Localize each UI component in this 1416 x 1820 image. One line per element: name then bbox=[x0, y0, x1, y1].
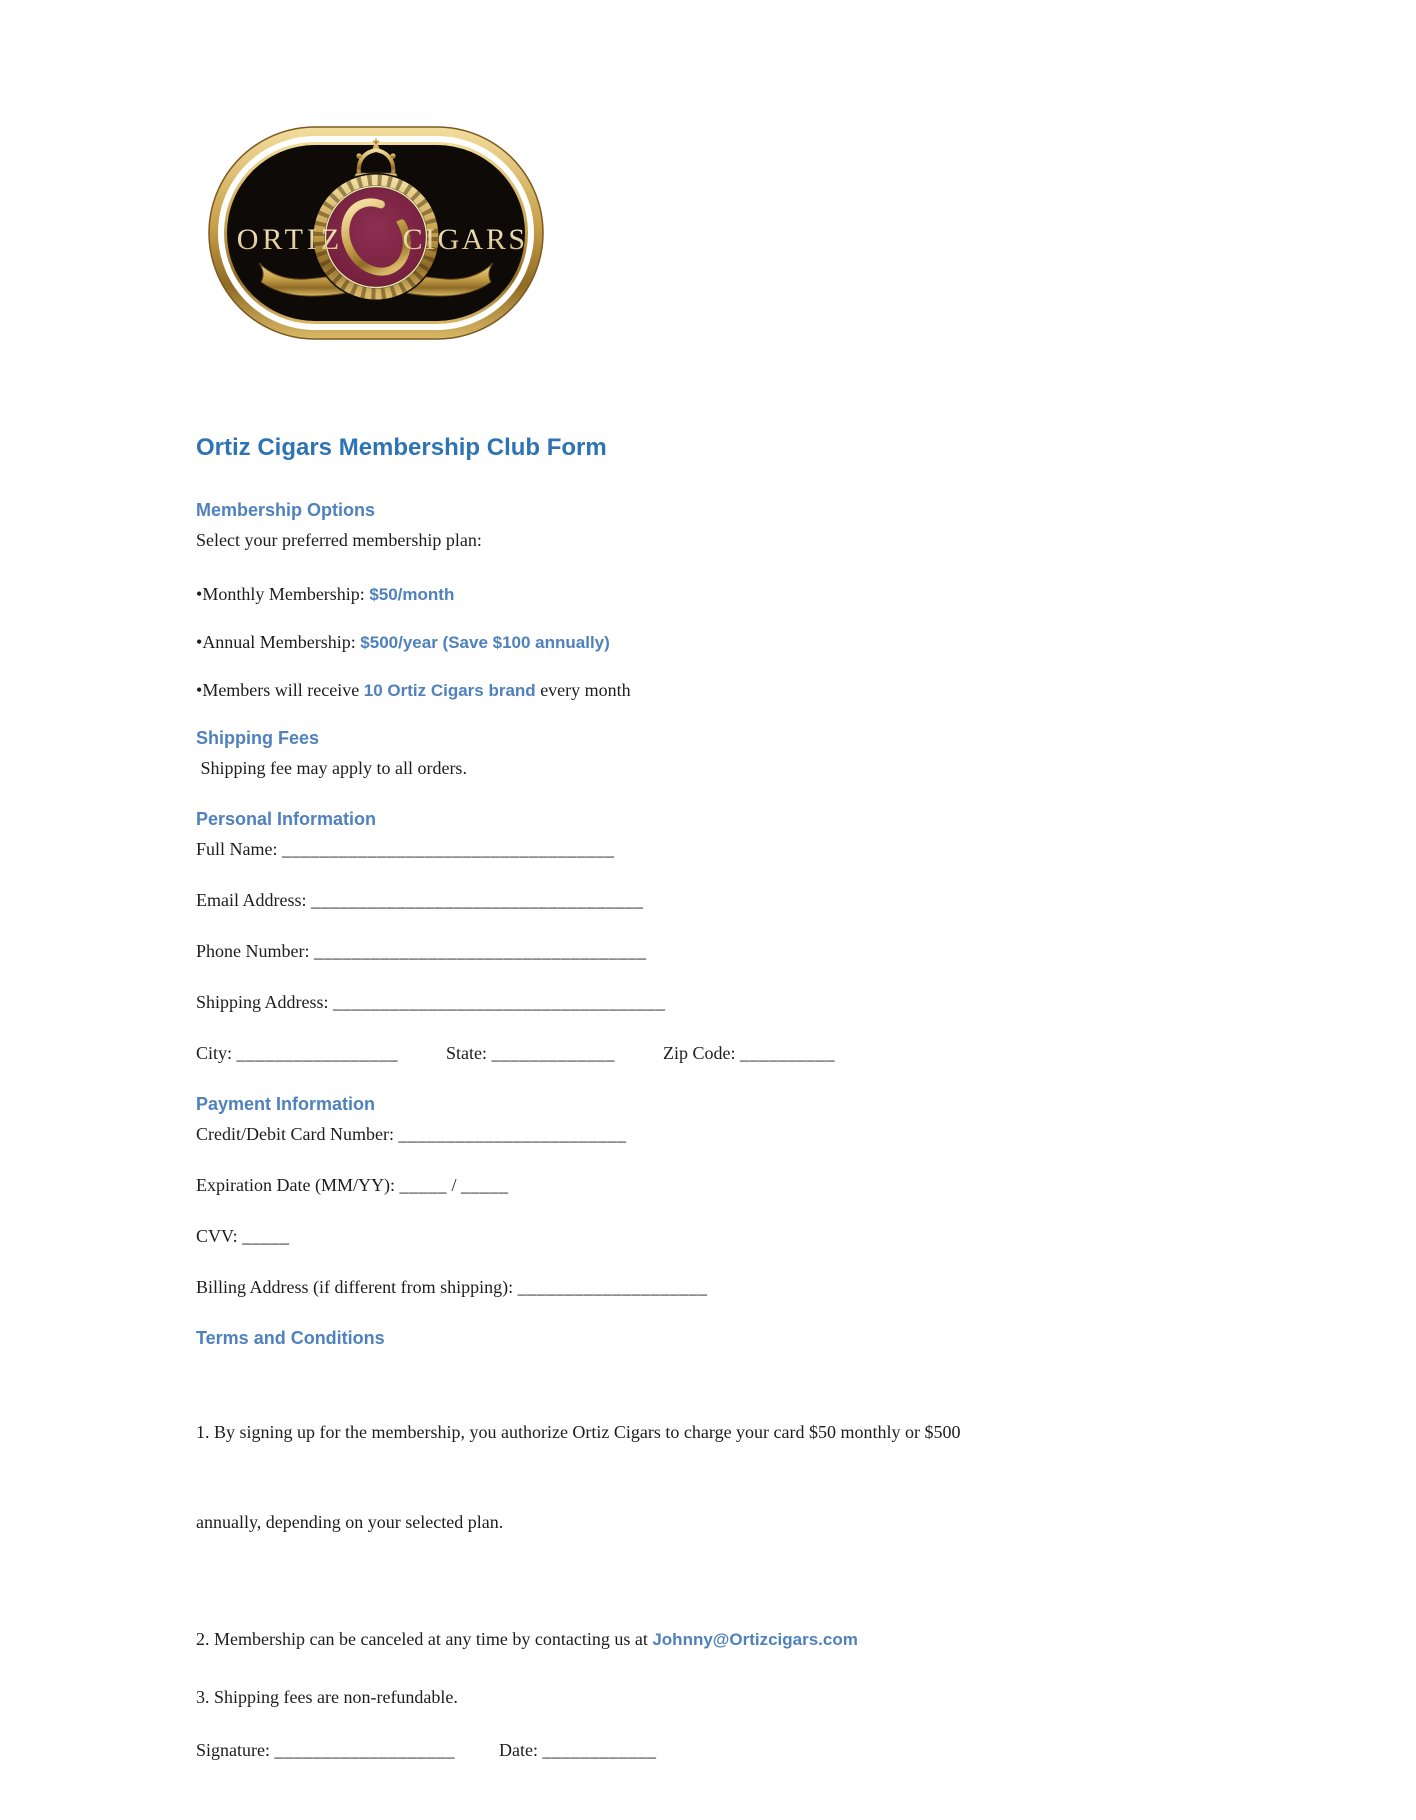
field-label: Expiration Date (MM/YY): bbox=[196, 1175, 400, 1195]
billing-address-blank: ____________________ bbox=[517, 1277, 708, 1297]
section-heading-shipping-fees: Shipping Fees bbox=[196, 728, 320, 748]
field-label: Billing Address (if different from shipping): bbox=[196, 1277, 518, 1297]
field-label: Full Name: bbox=[196, 839, 282, 859]
field-label: Credit/Debit Card Number: bbox=[196, 1124, 399, 1144]
terms-item-1 bbox=[196, 1357, 1246, 1597]
bullet-item-members-benefit bbox=[196, 679, 1246, 702]
field-label: CVV: bbox=[196, 1226, 243, 1246]
city-blank: _________________ bbox=[236, 1043, 399, 1063]
expiration-separator: / bbox=[446, 1175, 461, 1195]
field-label: Phone Number: bbox=[196, 941, 314, 961]
section-heading-personal-information: Personal Information bbox=[196, 809, 377, 829]
document-page bbox=[0, 125, 1416, 1820]
bullet-text: Monthly Membership: bbox=[202, 584, 370, 604]
zip-code-blank: __________ bbox=[740, 1043, 836, 1063]
date-label: Date: bbox=[499, 1740, 543, 1760]
bullet-text: Members will receive bbox=[202, 680, 364, 700]
field-zip-code bbox=[663, 1043, 835, 1063]
field-city bbox=[196, 1043, 398, 1063]
field-expiration-date bbox=[196, 1174, 1246, 1197]
email-address-blank: ___________________________________ bbox=[311, 890, 644, 910]
cigars-brand-accent: 10 Ortiz Cigars brand bbox=[363, 681, 536, 700]
field-label: State: bbox=[446, 1043, 492, 1063]
bullet-text: Annual Membership: bbox=[202, 632, 361, 652]
bullet-text-suffix: every month bbox=[535, 680, 631, 700]
section-heading-terms-and-conditions: Terms and Conditions bbox=[196, 1328, 385, 1348]
terms-item-3: 3. Shipping fees are non-refundable. bbox=[196, 1687, 458, 1707]
field-state bbox=[446, 1043, 615, 1063]
form-title: Ortiz Cigars Membership Club Form bbox=[196, 434, 607, 461]
field-billing-address bbox=[196, 1276, 1246, 1299]
field-phone-number bbox=[196, 940, 1246, 963]
bullet-icon: • bbox=[196, 584, 203, 604]
field-card-number bbox=[196, 1123, 1246, 1146]
document-content bbox=[0, 125, 1416, 1762]
field-email-address bbox=[196, 889, 1246, 912]
signature-blank: ___________________ bbox=[274, 1740, 455, 1760]
ortiz-cigars-logo bbox=[207, 125, 545, 341]
terms-item-2 bbox=[196, 1624, 1246, 1655]
state-blank: _____________ bbox=[491, 1043, 616, 1063]
annual-price-accent: $500/year (Save $100 annually) bbox=[360, 633, 610, 652]
signature-label: Signature: bbox=[196, 1740, 275, 1760]
terms-item-1-line-1: 1. By signing up for the membership, you authorize Ortiz Cigars to charge your card $50 monthly or $500 bbox=[196, 1422, 961, 1442]
field-label: City: bbox=[196, 1043, 237, 1063]
section-heading-membership-options: Membership Options bbox=[196, 500, 376, 520]
full-name-blank: ___________________________________ bbox=[282, 839, 615, 859]
phone-number-blank: ___________________________________ bbox=[313, 941, 647, 961]
logo-text-cigars: CIGARS bbox=[402, 223, 528, 256]
contact-email-link[interactable]: Johnny@Ortizcigars.com bbox=[652, 1630, 858, 1649]
monthly-price-accent: $50/month bbox=[369, 585, 455, 604]
bullet-item-monthly bbox=[196, 583, 1246, 606]
field-row-city-state-zip bbox=[196, 1042, 1246, 1065]
shipping-address-blank: ___________________________________ bbox=[333, 992, 666, 1012]
expiration-month-blank: _____ bbox=[399, 1175, 447, 1195]
field-label: Shipping Address: bbox=[196, 992, 334, 1012]
terms-item-2-text: 2. Membership can be canceled at any time by contacting us at bbox=[196, 1629, 653, 1649]
bullet-item-annual bbox=[196, 631, 1246, 654]
field-label: Email Address: bbox=[196, 890, 311, 910]
membership-intro: Select your preferred membership plan: bbox=[196, 530, 482, 550]
bullet-icon: • bbox=[196, 632, 203, 652]
field-full-name bbox=[196, 838, 1246, 861]
field-label: Zip Code: bbox=[663, 1043, 741, 1063]
card-number-blank: ________________________ bbox=[398, 1124, 627, 1144]
date-blank: ____________ bbox=[542, 1740, 657, 1760]
expiration-year-blank: _____ bbox=[460, 1175, 509, 1195]
signature-row bbox=[196, 1739, 1246, 1762]
field-cvv bbox=[196, 1225, 1246, 1248]
field-shipping-address bbox=[196, 991, 1246, 1014]
section-heading-payment-information: Payment Information bbox=[196, 1094, 376, 1114]
ortiz-cigars-logo-image bbox=[207, 125, 545, 341]
shipping-fees-body: Shipping fee may apply to all orders. bbox=[196, 758, 467, 778]
cvv-blank: _____ bbox=[242, 1226, 290, 1246]
terms-item-1-line-2: annually, depending on your selected plan. bbox=[196, 1512, 504, 1532]
bullet-icon: • bbox=[196, 680, 203, 700]
logo-text-ortiz: ORTIZ bbox=[236, 223, 344, 256]
